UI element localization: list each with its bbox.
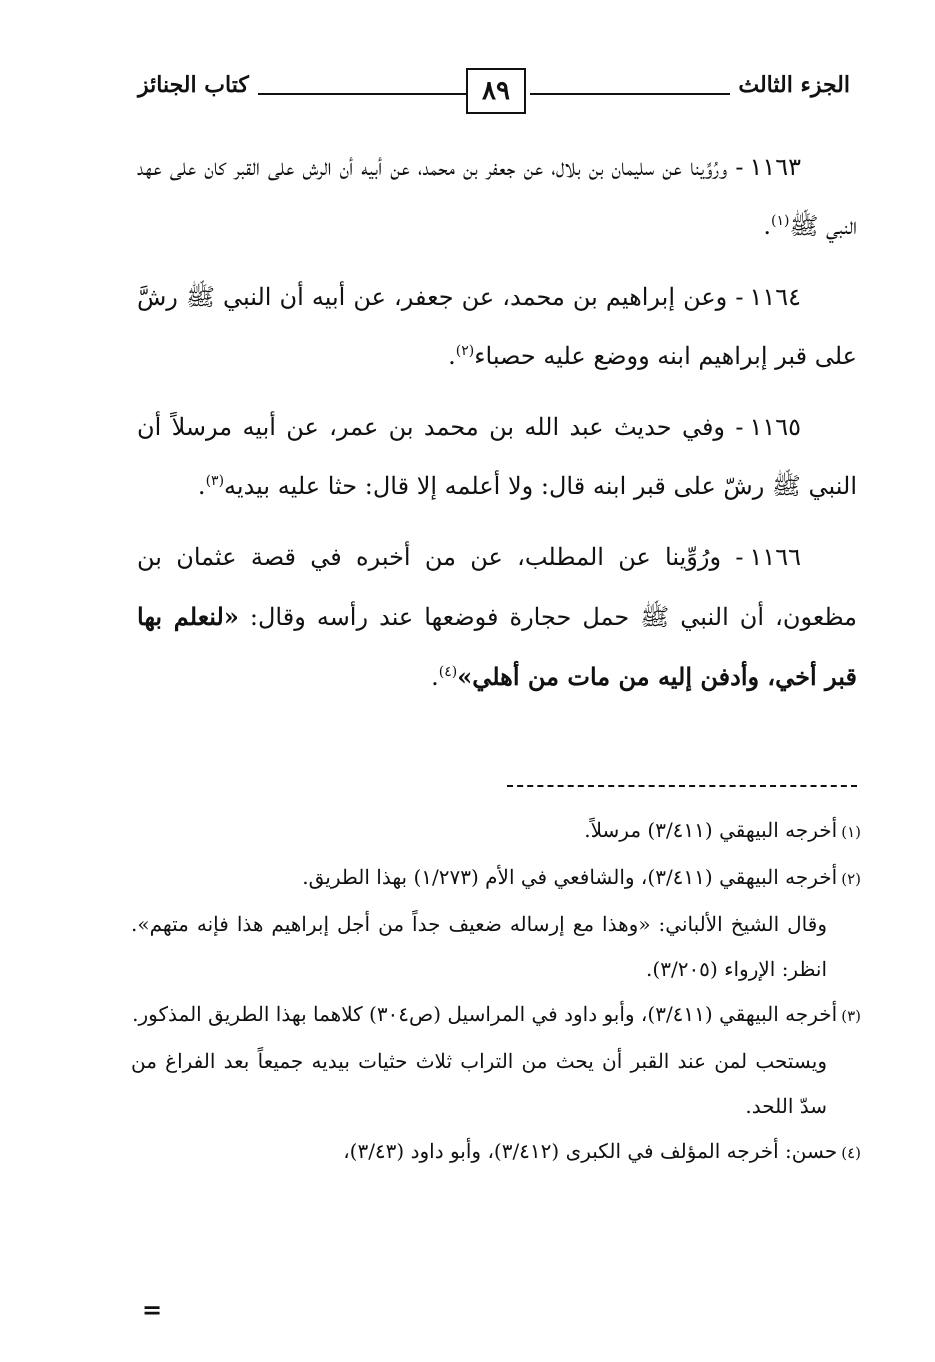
- hadith-quote: «لنعلم بها قبر أخي، وأدفن إليه من مات من أهلي»: [137, 602, 857, 691]
- hadith-text: - وعن إبراهيم بن محمد، عن جعفر، عن أبيه أن النبي ﷺ رشَّ على قبر إبراهيم ابنه ووضع عليه حصباء: [137, 283, 857, 370]
- footnote-continuation: ويستحب لمن عند القبر أن يحث من التراب ثلاث حثيات بيديه جميعاً بعد الفراغ من سدّ اللحد.: [131, 1049, 827, 1118]
- footnote-number: (١): [841, 823, 861, 841]
- footnote-number: (٢): [841, 870, 861, 888]
- footnote: [131, 992, 861, 1039]
- header-rule-right: [530, 93, 730, 95]
- hadith-number: ١١٦٦: [749, 543, 801, 571]
- footnotes: [131, 808, 861, 1176]
- footnote-text: أخرجه البيهقي (٣/٤١١) مرسلاً.: [584, 818, 838, 842]
- hadith-number: ١١٦٥: [749, 413, 801, 441]
- hadith-number: ١١٦٤: [749, 283, 801, 311]
- hadith-paragraph: ١١٦٦- ورُوِّينا عن المطلب، عن من أخبره في قصة عثمان بن مظعون، أن النبي ﷺ حمل حجارة فوضعها عند رأسه وقال: «لنعلم بها قبر أخي، وأدفن إليه من مات من أهلي»$^{(٤)}$.: [137, 543, 857, 691]
- footnote-ref[interactable]: (١): [770, 213, 790, 229]
- footnote-text: حسن: أخرجه المؤلف في الكبرى (٣/٤١٢)، وأبو داود (٣/٤٣)،: [343, 1139, 838, 1163]
- hadith-number: ١١٦٣: [749, 153, 801, 181]
- footnote-continuation: وقال الشيخ الألباني: «وهذا مع إرساله ضعيف جداً من أجل إبراهيم هذا فإنه متهم». انظر: الإرواء (٣/٢٠٥).: [131, 912, 827, 981]
- footnote-text: أخرجه البيهقي (٣/٤١١)، والشافعي في الأم (١/٢٧٣) بهذا الطريق.: [302, 865, 838, 889]
- hadith-text: - ورُوِّينا عن سليمان بن بلال، عن جعفر بن محمد، عن أبيه أن الرش على القبر كان على عهد النبي ﷺ: [137, 153, 857, 240]
- footnote-ref[interactable]: (٤): [438, 664, 458, 680]
- footnote: [131, 1129, 861, 1176]
- hadith-paragraph: ١١٦٥- وفي حديث عبد الله بن محمد بن عمر، عن أبيه مرسلاً أن النبي ﷺ رشّ على قبر ابنه قال: ولا أعلمه إلا قال: حثا عليه بيديه$^{(٣)}$.: [137, 413, 857, 500]
- page-number: ٨٩: [466, 68, 526, 114]
- hadith-text: - وفي حديث عبد الله بن محمد بن عمر، عن أبيه مرسلاً أن النبي ﷺ رشّ على قبر ابنه قال: ولا أعلمه إلا قال: حثا عليه بيديه: [137, 413, 857, 500]
- footnote-number: (٣): [841, 1007, 861, 1025]
- hadith-text: - ورُوِّينا عن المطلب، عن من أخبره في قصة عثمان بن مظعون، أن النبي ﷺ حمل حجارة فوضعها عند رأسه وقال:: [137, 543, 857, 631]
- hadith-paragraph: ١١٦٣- ورُوِّينا عن سليمان بن بلال، عن جعفر بن محمد، عن أبيه أن الرش على القبر كان على عهد النبي ﷺ$^{(١)}$.: [137, 153, 857, 240]
- continuation-mark: =: [142, 1295, 163, 1324]
- book-title: كتاب الجنائز: [138, 72, 249, 98]
- footnote-separator: [507, 785, 857, 787]
- footnote-ref[interactable]: (٣): [205, 473, 225, 489]
- footnote-text: أخرجه البيهقي (٣/٤١١)، وأبو داود في المراسيل (ص٣٠٤) كلاهما بهذا الطريق المذكور.: [132, 1002, 838, 1026]
- main-text: [137, 138, 857, 719]
- page-header: [138, 60, 850, 120]
- footnote: [131, 808, 861, 855]
- footnote-ref[interactable]: (٢): [455, 343, 475, 359]
- hadith-paragraph: ١١٦٤- وعن إبراهيم بن محمد، عن جعفر، عن أبيه أن النبي ﷺ رشَّ على قبر إبراهيم ابنه ووضع عليه حصباء$^{(٢)}$.: [137, 283, 857, 370]
- part-title: الجزء الثالث: [738, 72, 850, 98]
- footnote: [131, 855, 861, 902]
- footnote-number: (٤): [841, 1144, 861, 1162]
- header-rule-left: [258, 93, 466, 95]
